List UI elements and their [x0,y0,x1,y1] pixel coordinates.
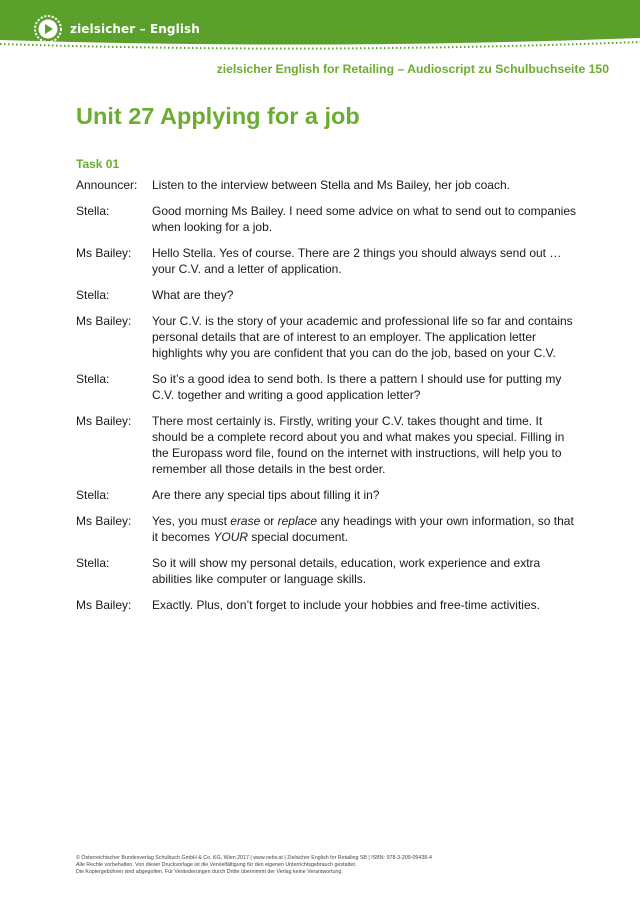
speech-text: Are there any special tips about filling it in? [152,488,380,502]
speech-text: So it will show my personal details, education, work experience and extra abilities like computer or language skills. [152,556,541,586]
speaker-label: Ms Bailey: [76,314,132,328]
speech-text: Hello Stella. Yes of course. There are 2 things you should always send out … your C.V. and a letter of application. [152,246,562,276]
speech-text: Listen to the interview between Stella and Ms Bailey, her job coach. [152,178,510,192]
speech-text: Exactly. Plus, don’t forget to include your hobbies and free-time activities. [152,598,540,612]
speaker-label: Stella: [76,204,110,218]
dialogue-line [76,177,576,193]
dialogue-line [76,371,576,403]
speech-text: What are they? [152,288,234,302]
dialogue-transcript [76,177,576,623]
speaker-label: Announcer: [76,178,138,192]
speaker-label: Ms Bailey: [76,598,132,612]
copyright-footer [76,855,556,876]
dialogue-line [76,413,576,477]
page-title: Unit 27 Applying for a job [76,103,360,129]
speaker-label: Stella: [76,372,110,386]
speech-text: Your C.V. is the story of your academic and professional life so far and contains personal details that are of interest to an employer. The application letter highlights why you are confident that you can do the job, based on your C.V. [152,314,573,360]
speech-text: Good morning Ms Bailey. I need some advice on what to send out to companies when looking for a job. [152,204,577,234]
header-banner [0,0,640,50]
speech-text: So it’s a good idea to send both. Is there a pattern I should use for putting my C.V. together and writing a good application letter? [152,372,562,402]
emphasis-erase: erase [230,514,261,528]
speech-text [152,513,576,545]
emphasis-replace: replace [277,514,317,528]
dialogue-line [76,287,576,303]
dialogue-line [76,245,576,277]
dialogue-line [76,487,576,503]
footer-line: Die Kopiergebühren sind abgegolten. Für Veränderungen durch Dritte übernimmt der Verlag keine Verantwortung. [76,869,343,875]
speaker-label: Ms Bailey: [76,246,132,260]
speaker-label: Stella: [76,488,110,502]
speaker-label: Ms Bailey: [76,414,132,428]
emphasis-your: YOUR [213,530,249,544]
running-head: zielsicher English for Retailing – Audioscript zu Schulbuchseite 150 [216,62,609,76]
speaker-label: Ms Bailey: [76,514,132,528]
footer-line: Alle Rechte vorbehalten. Von dieser Druckvorlage ist die Vervielfältigung für den eigenen Unterrichtsgebrauch gestattet. [76,862,357,868]
speech-fragment: or [260,514,278,528]
brand-logo [33,14,200,44]
speaker-label: Stella: [76,556,110,570]
dialogue-line [76,203,576,235]
dialogue-line [76,597,576,613]
speech-fragment: Yes, you must [152,514,231,528]
footer-line: © Österreichischer Bundesverlag Schulbuch GmbH & Co. KG, Wien 2017 | www.oebv.at | Zielsicher English for Retailing SB | ISBN: 978-3-209-09438-4 [76,855,432,861]
dialogue-line [76,313,576,361]
speech-text: There most certainly is. Firstly, writing your C.V. takes thought and time. It should be a complete record about you and what makes you special. Filling in the Europass word file, found on the internet with instructions, will help you to remember all those details in the best order. [152,414,565,476]
task-label: Task 01 [76,157,120,171]
dialogue-line [76,555,576,587]
brand-name: zielsicher – English [70,22,200,36]
speech-fragment: any headings with your own information, so that it becomes [152,514,574,544]
speaker-label: Stella: [76,288,110,302]
speech-fragment: special document. [248,530,349,544]
dialogue-line [76,513,576,545]
play-icon [33,14,63,44]
